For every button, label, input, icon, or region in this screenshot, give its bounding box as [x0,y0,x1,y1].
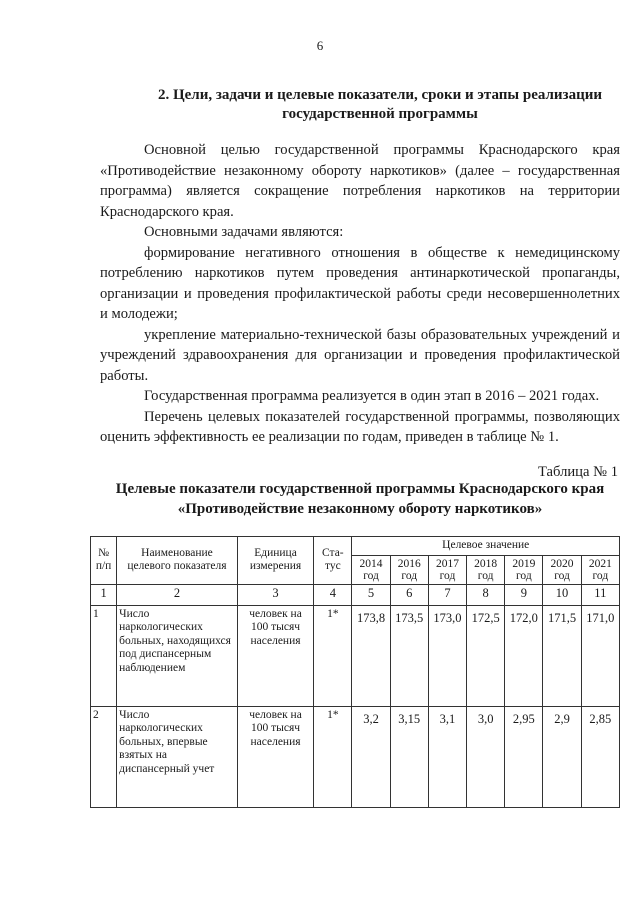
header-unit: Единица измерения [237,537,313,585]
target-indicators-table [90,536,620,808]
header-year: 2014 год [352,555,390,584]
row-value: 173,0 [428,605,466,706]
paragraph-task-1: формирование негативного отношения в обществе к немедицинскому потреблению наркотиков путем проведения антинаркотической пропаганды, организации и проведения профилактической работы среди несовершеннолетних и молодежи; [100,244,620,322]
table-header-row [91,537,620,556]
header-target-value: Целевое значение [352,537,620,556]
header-name: Наименование целевого показателя [117,537,238,585]
column-index: 3 [237,584,313,605]
row-status: 1* [314,605,352,706]
header-year: 2017 год [428,555,466,584]
row-value: 2,85 [581,706,619,807]
row-value: 171,0 [581,605,619,706]
paragraph-targets-list: Перечень целевых показателей государственной программы, позволяющих оценить эффективность ее реализации по годам, приведен в таблице № 1. [100,408,620,445]
section-title: 2. Цели, задачи и целевые показатели, сроки и этапы реализации государственной программы [157,87,603,122]
column-index: 5 [352,584,390,605]
header-num: № п/п [91,537,117,585]
row-value: 3,2 [352,706,390,807]
row-value: 2,9 [543,706,581,807]
column-index: 10 [543,584,581,605]
table-title: Целевые показатели государственной программы Краснодарского края «Противодействие незаконному обороту наркотиков» [115,481,605,517]
header-status: Ста-тус [314,537,352,585]
header-year: 2016 год [390,555,428,584]
header-year: 2019 год [505,555,543,584]
header-year: 2020 год [543,555,581,584]
column-index: 9 [505,584,543,605]
column-index: 7 [428,584,466,605]
row-status: 1* [314,706,352,807]
row-value: 173,5 [390,605,428,706]
page-number: 6 [316,38,324,53]
row-value: 173,8 [352,605,390,706]
table-row [91,706,620,807]
row-value: 3,0 [467,706,505,807]
paragraph-task-2: укрепление материально-технической базы образовательных учреждений и учреждений здравоохранения для организации и проведения профилактической работы. [100,326,620,384]
row-unit: человек на 100 тысяч населения [237,605,313,706]
row-unit: человек на 100 тысяч населения [237,706,313,807]
row-value: 172,0 [505,605,543,706]
body-text [100,140,620,448]
paragraph-main-goal: Основной целью государственной программы Краснодарского края «Противодействие незаконному обороту наркотиков» (далее – государственная программа) является сокращение потребления наркотиков на территории Краснодарского края. [100,142,620,220]
column-index: 6 [390,584,428,605]
column-index: 8 [467,584,505,605]
paragraph-stages: Государственная программа реализуется в один этап в 2016 – 2021 годах. [144,388,600,404]
row-value: 171,5 [543,605,581,706]
paragraph-tasks-intro: Основными задачами являются: [144,224,344,240]
column-index: 11 [581,584,619,605]
column-index: 2 [117,584,238,605]
header-year: 2018 год [467,555,505,584]
column-index-row [91,584,620,605]
header-year: 2021 год [581,555,619,584]
row-indicator-name: Число наркологических больных, находящихся под диспансерным наблюдением [117,605,238,706]
row-value: 172,5 [467,605,505,706]
column-index: 1 [91,584,117,605]
row-value: 2,95 [505,706,543,807]
column-index: 4 [314,584,352,605]
row-num: 1 [91,605,117,706]
row-num: 2 [91,706,117,807]
table-row [91,605,620,706]
row-value: 3,1 [428,706,466,807]
row-value: 3,15 [390,706,428,807]
table-caption: Таблица № 1 [538,464,618,480]
row-indicator-name: Число наркологических больных, впервые взятых на диспансерный учет [117,706,238,807]
